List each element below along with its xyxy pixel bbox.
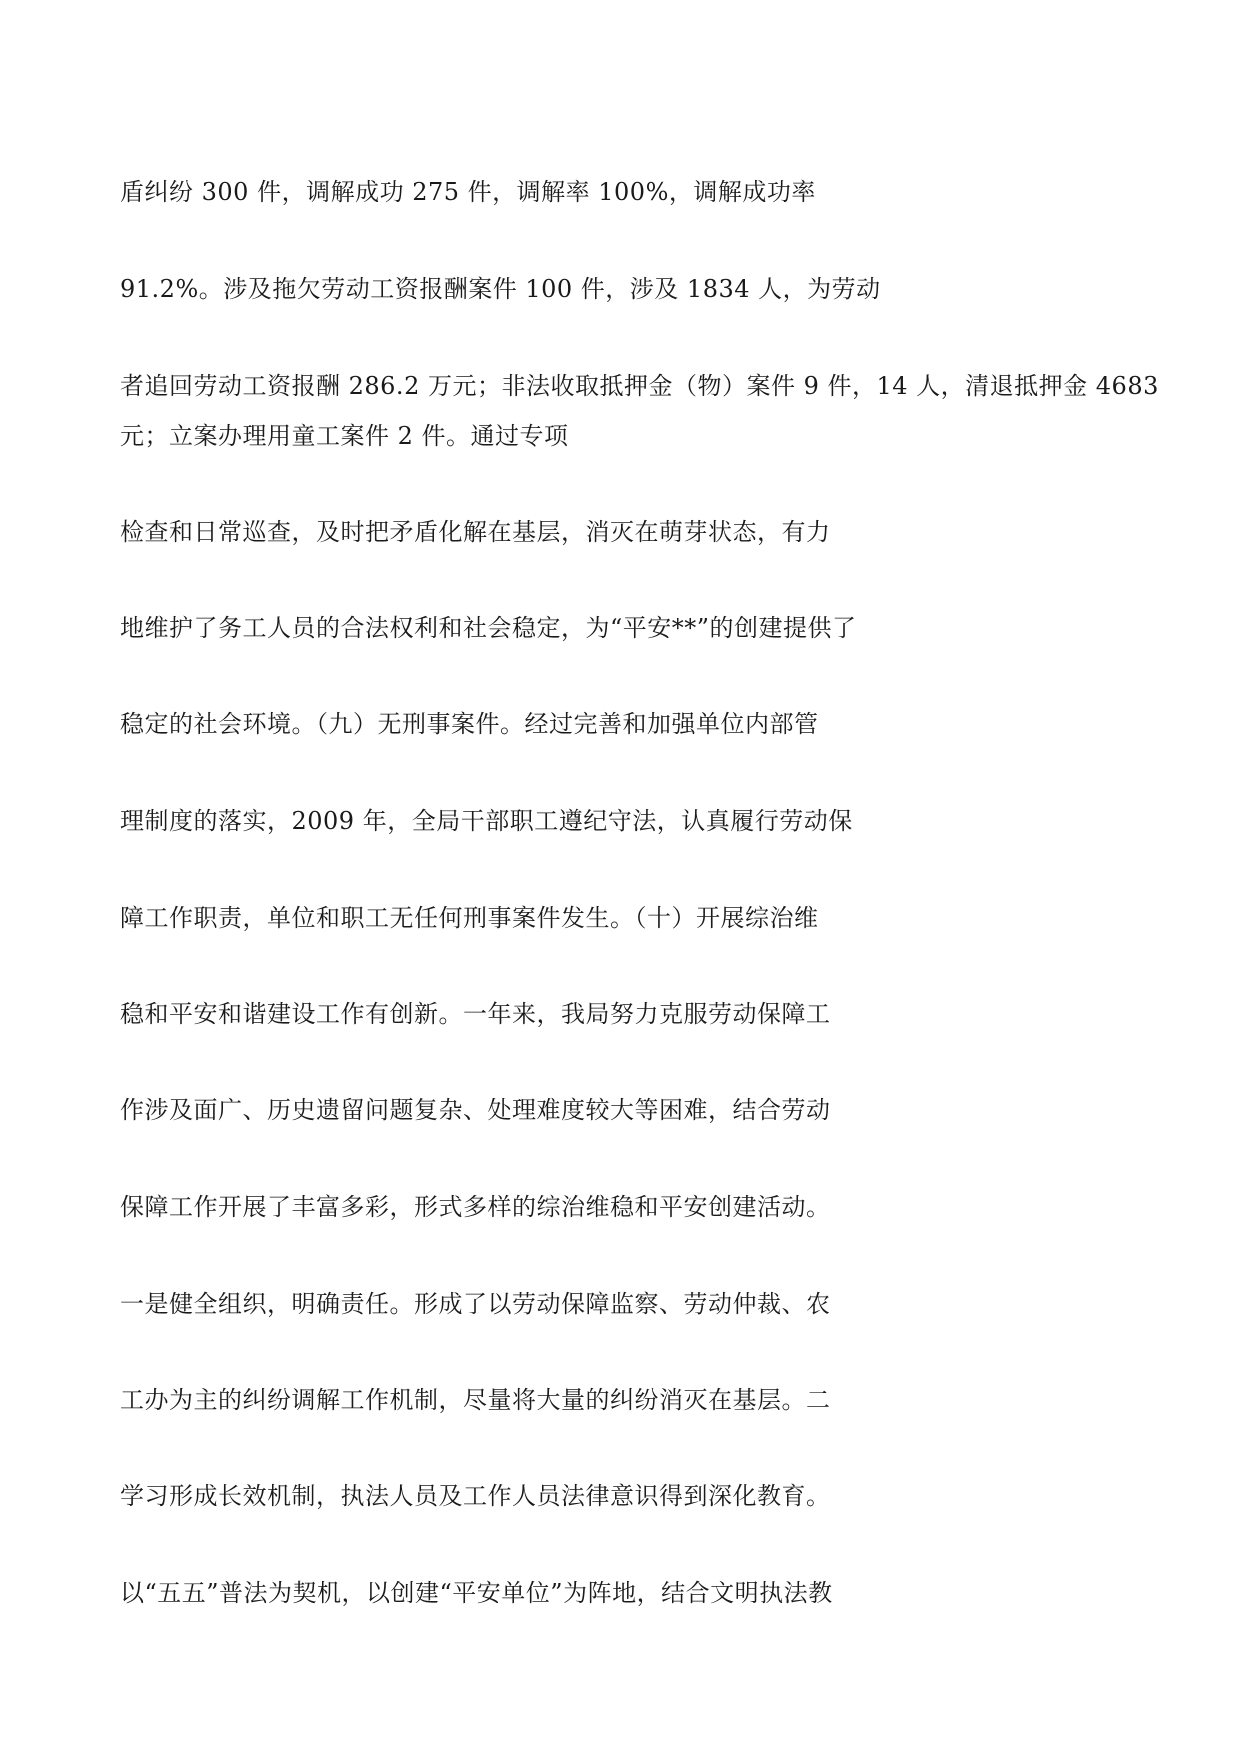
body-text-line: 地维护了务工人员的合法权利和社会稳定，为“平安**”的创建提供了 [120, 614, 857, 642]
body-text-line: 者追回劳动工资报酬 286.2 万元；非法收取抵押金（物）案件 9 件，14 人，清退抵押金 4683 [120, 372, 1159, 400]
body-text-line: 一是健全组织，明确责任。形成了以劳动保障监察、劳动仲裁、农 [120, 1290, 831, 1318]
body-text-line: 元；立案办理用童工案件 2 件。通过专项 [120, 422, 569, 450]
body-text-line: 检查和日常巡查，及时把矛盾化解在基层，消灭在萌芽状态，有力 [120, 518, 831, 546]
body-text-line: 保障工作开展了丰富多彩，形式多样的综治维稳和平安创建活动。 [120, 1193, 831, 1221]
body-text-line: 以“五五”普法为契机，以创建“平安单位”为阵地，结合文明执法教 [120, 1579, 833, 1607]
body-text-line: 学习形成长效机制，执法人员及工作人员法律意识得到深化教育。 [120, 1482, 831, 1510]
body-text-line: 理制度的落实，2009 年，全局干部职工遵纪守法，认真履行劳动保 [120, 807, 853, 835]
body-text-line: 盾纠纷 300 件，调解成功 275 件，调解率 100%，调解成功率 [120, 178, 816, 206]
body-text-line: 作涉及面广、历史遗留问题复杂、处理难度较大等困难，结合劳动 [120, 1096, 831, 1124]
body-text-line: 91.2%。涉及拖欠劳动工资报酬案件 100 件，涉及 1834 人，为劳动 [120, 275, 881, 303]
body-text-line: 工办为主的纠纷调解工作机制，尽量将大量的纠纷消灭在基层。二 [120, 1386, 831, 1414]
body-text-line: 稳定的社会环境。（九）无刑事案件。经过完善和加强单位内部管 [120, 710, 819, 738]
body-text-line: 障工作职责，单位和职工无任何刑事案件发生。（十）开展综治维 [120, 904, 819, 932]
body-text-line: 稳和平安和谐建设工作有创新。一年来，我局努力克服劳动保障工 [120, 1000, 831, 1028]
